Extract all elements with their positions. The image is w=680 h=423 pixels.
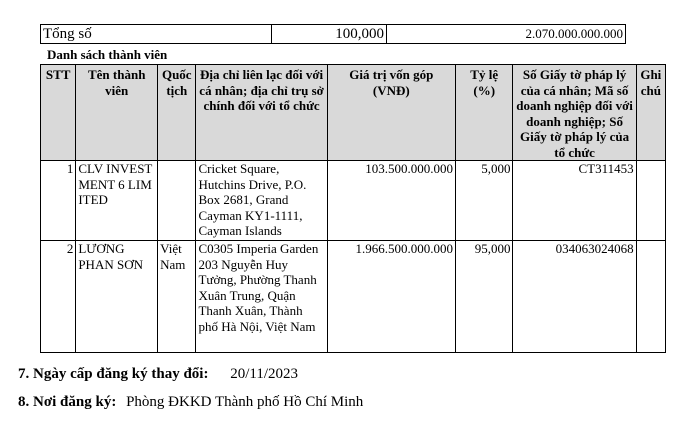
- members-caption: Danh sách thành viên: [47, 47, 168, 62]
- registration-date-value: 20/11/2023: [230, 366, 298, 382]
- row-capital: 1.966.500.000.000: [327, 241, 455, 353]
- row-ratio: 5,000: [455, 161, 513, 241]
- header-address: Địa chỉ liên lạc đối với cá nhân; địa chỉ trụ sở chính đối với tổ chức: [196, 65, 327, 161]
- row-name: LƯƠNG PHAN SƠN: [76, 241, 158, 353]
- total-amount: 2.070.000.000.000: [387, 25, 626, 44]
- header-nationality: Quốc tịch: [158, 65, 196, 161]
- row-note: [636, 241, 665, 353]
- row-name: CLV INVESTMENT 6 LIMITED: [76, 161, 158, 241]
- members-table: [40, 64, 666, 353]
- row-address: Cricket Square, Hutchins Drive, P.O. Box 2681, Grand Cayman KY1-1111, Cayman Islands: [196, 161, 327, 241]
- total-label: Tổng số: [41, 25, 272, 44]
- registration-date-line: [18, 366, 298, 383]
- row-legal-id: 034063024068: [513, 241, 636, 353]
- header-ratio: Tỷ lệ (%): [455, 65, 513, 161]
- row-capital: 103.500.000.000: [327, 161, 455, 241]
- row-note: [636, 161, 665, 241]
- header-name: Tên thành viên: [76, 65, 158, 161]
- header-note: Ghi chú: [636, 65, 665, 161]
- header-legal-id: Số Giấy tờ pháp lý của cá nhân; Mã số doanh nghiệp đối với doanh nghiệp; Số Giấy tờ pháp lý của tổ chức: [513, 65, 636, 161]
- row-nationality: Việt Nam: [158, 241, 196, 353]
- header-stt: STT: [41, 65, 76, 161]
- registration-place-value: Phòng ĐKKD Thành phố Hồ Chí Minh: [126, 394, 364, 410]
- table-header-row: [41, 65, 666, 161]
- table-row: [41, 241, 666, 353]
- row-nationality: [158, 161, 196, 241]
- row-address: C0305 Imperia Garden 203 Nguyễn Huy Tưởng, Phường Thanh Xuân Trung, Quận Thanh Xuân, Thành phố Hà Nội, Việt Nam: [196, 241, 327, 353]
- header-capital: Giá trị vốn góp (VNĐ): [327, 65, 455, 161]
- row-ratio: 95,000: [455, 241, 513, 353]
- row-legal-id: CT311453: [513, 161, 636, 241]
- table-row: [41, 161, 666, 241]
- registration-place-label: 8. Nơi đăng ký:: [18, 394, 117, 410]
- registration-place-line: [18, 394, 363, 411]
- total-shares: 100,000: [272, 25, 387, 44]
- row-stt: 2: [41, 241, 76, 353]
- total-row: [41, 25, 626, 44]
- total-table: [40, 24, 626, 44]
- row-stt: 1: [41, 161, 76, 241]
- registration-date-label: 7. Ngày cấp đăng ký thay đổi:: [18, 366, 209, 382]
